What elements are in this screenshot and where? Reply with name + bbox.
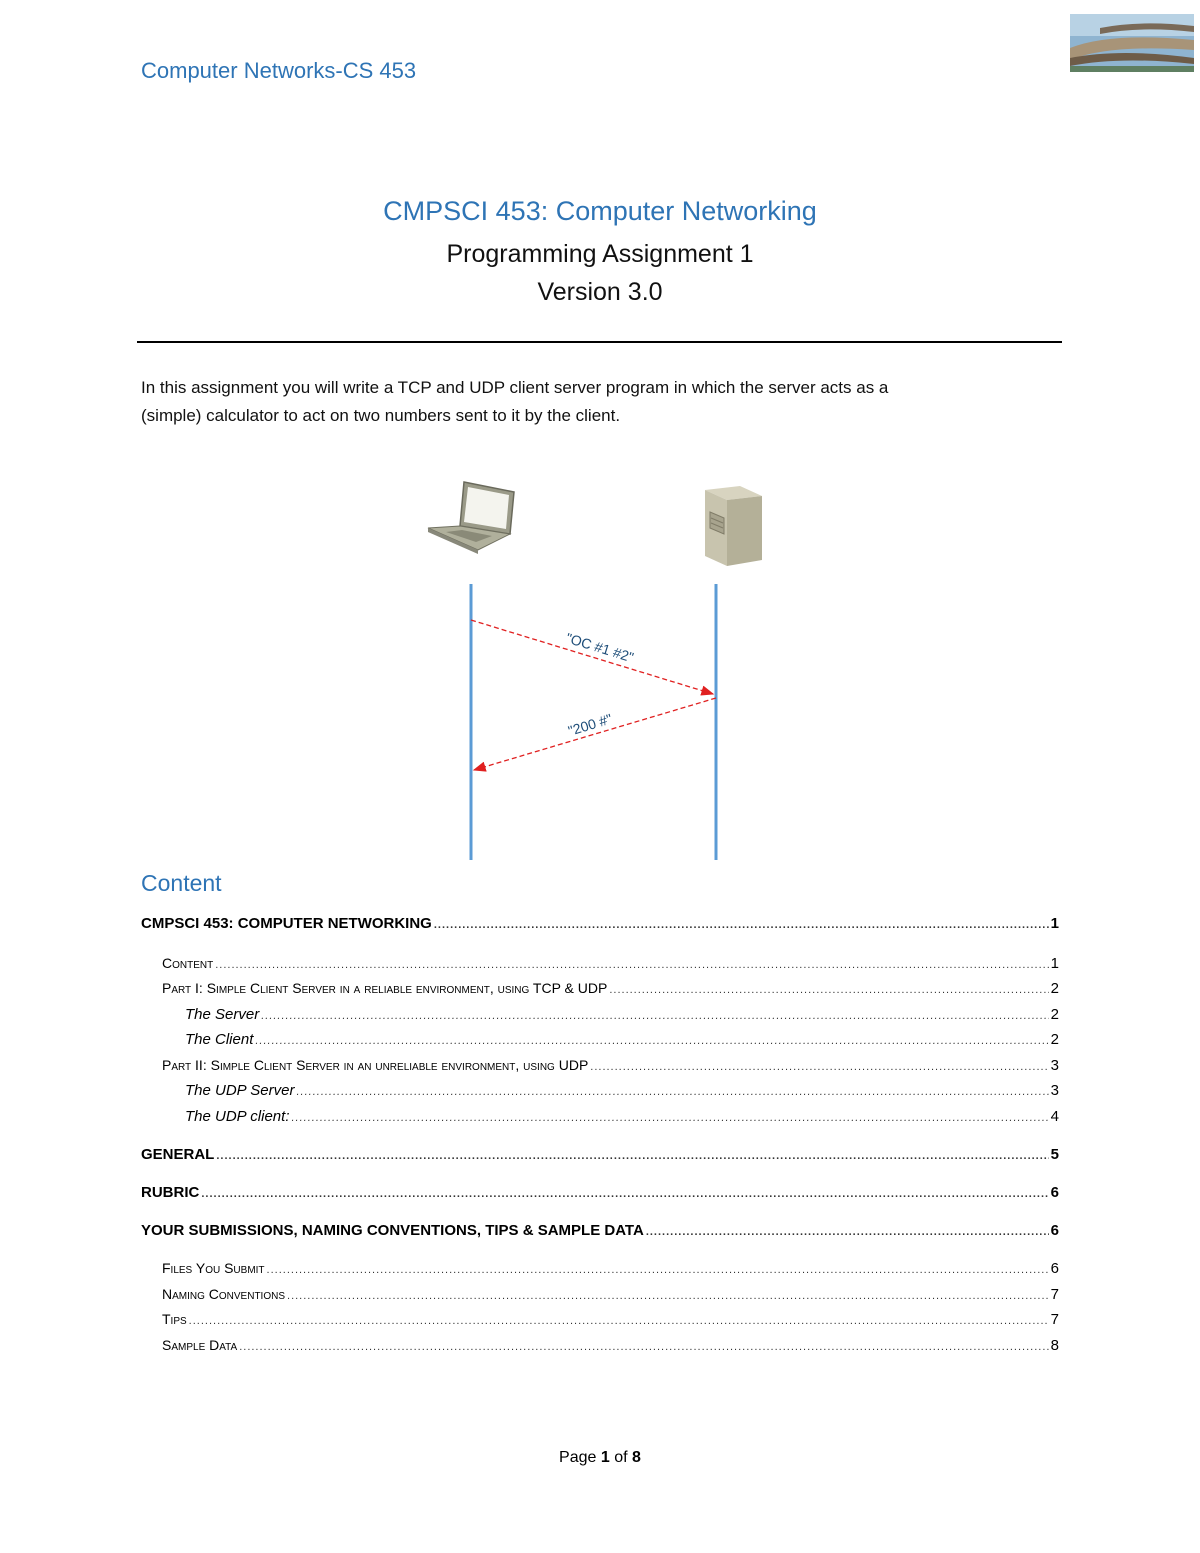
toc-entry-submissions[interactable] xyxy=(141,1222,1059,1239)
toc-entry-label: Tips xyxy=(162,1311,187,1327)
toc-entry-the-client[interactable] xyxy=(141,1031,1059,1048)
toc-entry-page: 4 xyxy=(1050,1108,1059,1125)
toc-entry-label: GENERAL xyxy=(141,1146,215,1163)
footer-page-current: 1 xyxy=(600,1449,610,1466)
bridge-photo-logo xyxy=(1070,14,1194,72)
toc-entry-label: The Client xyxy=(185,1031,254,1048)
toc-entry-label: CMPSCI 453: COMPUTER NETWORKING xyxy=(141,915,432,932)
toc-entry-page: 6 xyxy=(1050,1184,1059,1201)
table-of-contents xyxy=(141,0,1059,1553)
document-title: CMPSCI 453: Computer Networking xyxy=(383,196,817,226)
running-header-title: Computer Networks-CS 453 xyxy=(141,58,417,83)
footer-page-of: of xyxy=(614,1449,628,1466)
intro-line-2: (simple) calculator to act on two numbers sent to it by the client. xyxy=(141,406,621,425)
toc-entry-label: The UDP client: xyxy=(185,1108,290,1125)
toc-entry-the-server[interactable] xyxy=(141,1006,1059,1023)
toc-entry-cmpsci[interactable] xyxy=(141,915,1059,932)
toc-entry-page: 7 xyxy=(1050,1286,1059,1303)
toc-entry-files-you-submit[interactable] xyxy=(141,1260,1059,1277)
footer-page-total: 8 xyxy=(632,1449,641,1466)
toc-entry-label: Content xyxy=(162,955,214,971)
toc-entry-page: 1 xyxy=(1050,915,1059,932)
toc-entry-label: YOUR SUBMISSIONS, NAMING CONVENTIONS, TIPS & SAMPLE DATA xyxy=(141,1222,644,1239)
toc-entry-page: 3 xyxy=(1050,1057,1059,1074)
toc-entry-page: 7 xyxy=(1050,1311,1059,1328)
toc-entry-sample-data[interactable] xyxy=(141,1337,1059,1354)
content-heading: Content xyxy=(141,870,222,896)
footer-page-prefix: Page xyxy=(559,1449,597,1466)
toc-entry-label: Files You Submit xyxy=(162,1260,265,1276)
toc-entry-label: The Server xyxy=(185,1006,260,1023)
page-footer xyxy=(0,1449,1200,1467)
toc-entry-label: Sample Data xyxy=(162,1337,238,1353)
toc-entry-page: 6 xyxy=(1050,1222,1059,1239)
toc-entry-udp-server[interactable] xyxy=(141,1082,1059,1099)
response-label: "200 #" xyxy=(566,710,614,739)
toc-entry-page: 2 xyxy=(1050,1006,1059,1023)
toc-entry-page: 5 xyxy=(1050,1146,1059,1163)
toc-entry-label: RUBRIC xyxy=(141,1184,200,1201)
toc-entry-page: 2 xyxy=(1050,980,1059,997)
toc-entry-label: Part II: Simple Client Server in an unreliable environment, using UDP xyxy=(162,1057,589,1073)
toc-entry-label: Naming Conventions xyxy=(162,1286,286,1302)
toc-entry-udp-client[interactable] xyxy=(141,1108,1059,1125)
toc-entry-rubric[interactable] xyxy=(141,1184,1059,1201)
toc-entry-page: 8 xyxy=(1050,1337,1059,1354)
toc-entry-page: 6 xyxy=(1050,1260,1059,1277)
document-subtitle: Programming Assignment 1 xyxy=(446,240,754,268)
toc-entry-general[interactable] xyxy=(141,1146,1059,1163)
toc-entry-part-1[interactable] xyxy=(141,980,1059,997)
toc-entry-page: 1 xyxy=(1050,955,1059,972)
document-version: Version 3.0 xyxy=(537,278,663,306)
toc-entry-label: Part I: Simple Client Server in a reliable environment, using TCP & UDP xyxy=(162,980,608,996)
toc-entry-content[interactable] xyxy=(141,955,1059,972)
toc-entry-page: 2 xyxy=(1050,1031,1059,1048)
toc-entry-label: The UDP Server xyxy=(185,1082,295,1099)
request-label: "OC #1 #2" xyxy=(564,629,636,666)
toc-entry-naming-conventions[interactable] xyxy=(141,1286,1059,1303)
toc-entry-page: 3 xyxy=(1050,1082,1059,1099)
toc-entry-part-2[interactable] xyxy=(141,1057,1059,1074)
toc-entry-tips[interactable] xyxy=(141,1311,1059,1328)
intro-line-1: In this assignment you will write a TCP and UDP client server program in which the server acts as a xyxy=(141,378,889,397)
